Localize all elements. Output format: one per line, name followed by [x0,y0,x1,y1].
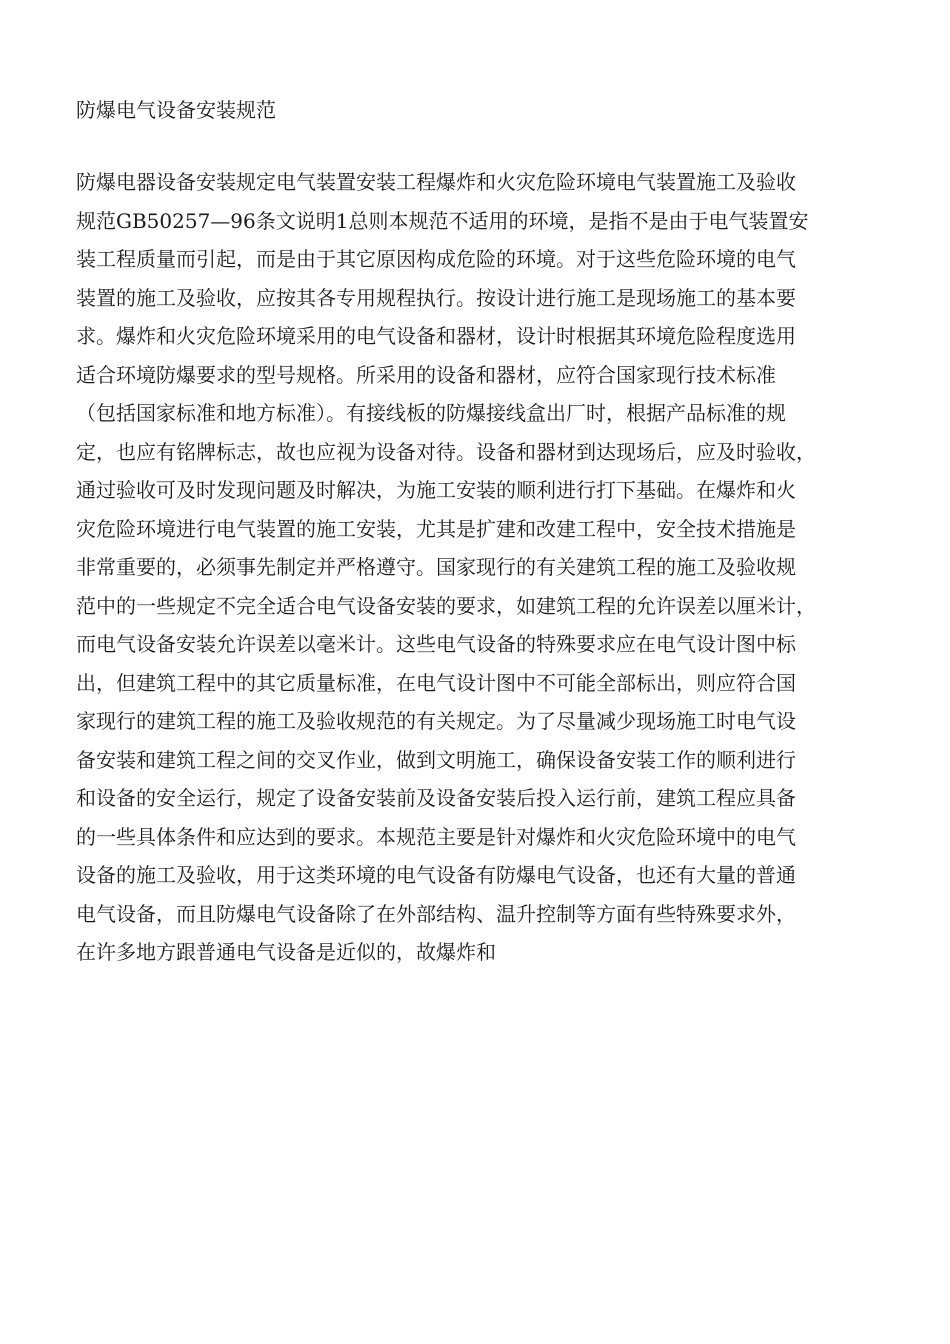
document-body [76,168,876,977]
body-line: 通过验收可及时发现问题及时解决，为施工安装的顺利进行打下基础。在爆炸和火 [76,478,796,502]
body-line: 和设备的安全运行，规定了设备安装前及设备安装后投入运行前，建筑工程应具备 [76,786,796,810]
document-title: 防爆电气设备安装规范 [76,98,276,122]
body-line: 装置的施工及验收，应按其各专用规程执行。按设计进行施工是现场施工的基本要 [76,285,796,310]
body-line: 在许多地方跟普通电气设备是近似的，故爆炸和 [76,940,496,964]
body-line: 范中的一些规定不完全适合电气设备安装的要求，如建筑工程的允许误差以厘米计， [76,593,816,618]
body-line: 求。爆炸和火灾危险环境采用的电气设备和器材，设计时根据其环境危险程度选用 [76,324,796,348]
body-line: 备安装和建筑工程之间的交叉作业，做到文明施工，确保设备安装工作的顺利进行 [76,747,796,772]
body-line: 装工程质量而引起，而是由于其它原因构成危险的环境。对于这些危险环境的电气 [76,247,796,271]
body-line: 适合环境防爆要求的型号规格。所采用的设备和器材，应符合国家现行技术标准 [76,362,776,387]
body-line: 电气设备，而且防爆电气设备除了在外部结构、温升控制等方面有些特殊要求外， [76,901,796,926]
body-line: 出，但建筑工程中的其它质量标准，在电气设计图中不可能全部标出，则应符合国 [76,670,796,695]
body-line: 而电气设备安装允许误差以毫米计。这些电气设备的特殊要求应在电气设计图中标 [76,632,796,656]
body-line: 家现行的建筑工程的施工及验收规范的有关规定。为了尽量减少现场施工时电气设 [76,709,796,733]
body-line: 防爆电器设备安装规定电气装置安装工程爆炸和火灾危险环境电气装置施工及验收 [76,170,796,194]
body-line: 设备的施工及验收，用于这类环境的电气设备有防爆电气设备，也还有大量的普通 [76,863,796,887]
body-line: 规范GB50257—96条文说明1总则本规范不适用的环境，是指不是由于电气装置安 [76,208,809,233]
body-line: 的一些具体条件和应达到的要求。本规范主要是针对爆炸和火灾危险环境中的电气 [76,824,796,849]
body-line: （包括国家标准和地方标准）。有接线板的防爆接线盒出厂时，根据产品标准的规 [76,401,786,425]
body-line: 非常重要的，必须事先制定并严格遵守。国家现行的有关建筑工程的施工及验收规 [76,555,796,579]
body-line: 定，也应有铭牌标志，故也应视为设备对待。设备和器材到达现场后，应及时验收， [76,439,816,464]
body-line: 灾危险环境进行电气装置的施工安装，尤其是扩建和改建工程中，安全技术措施是 [76,516,796,541]
